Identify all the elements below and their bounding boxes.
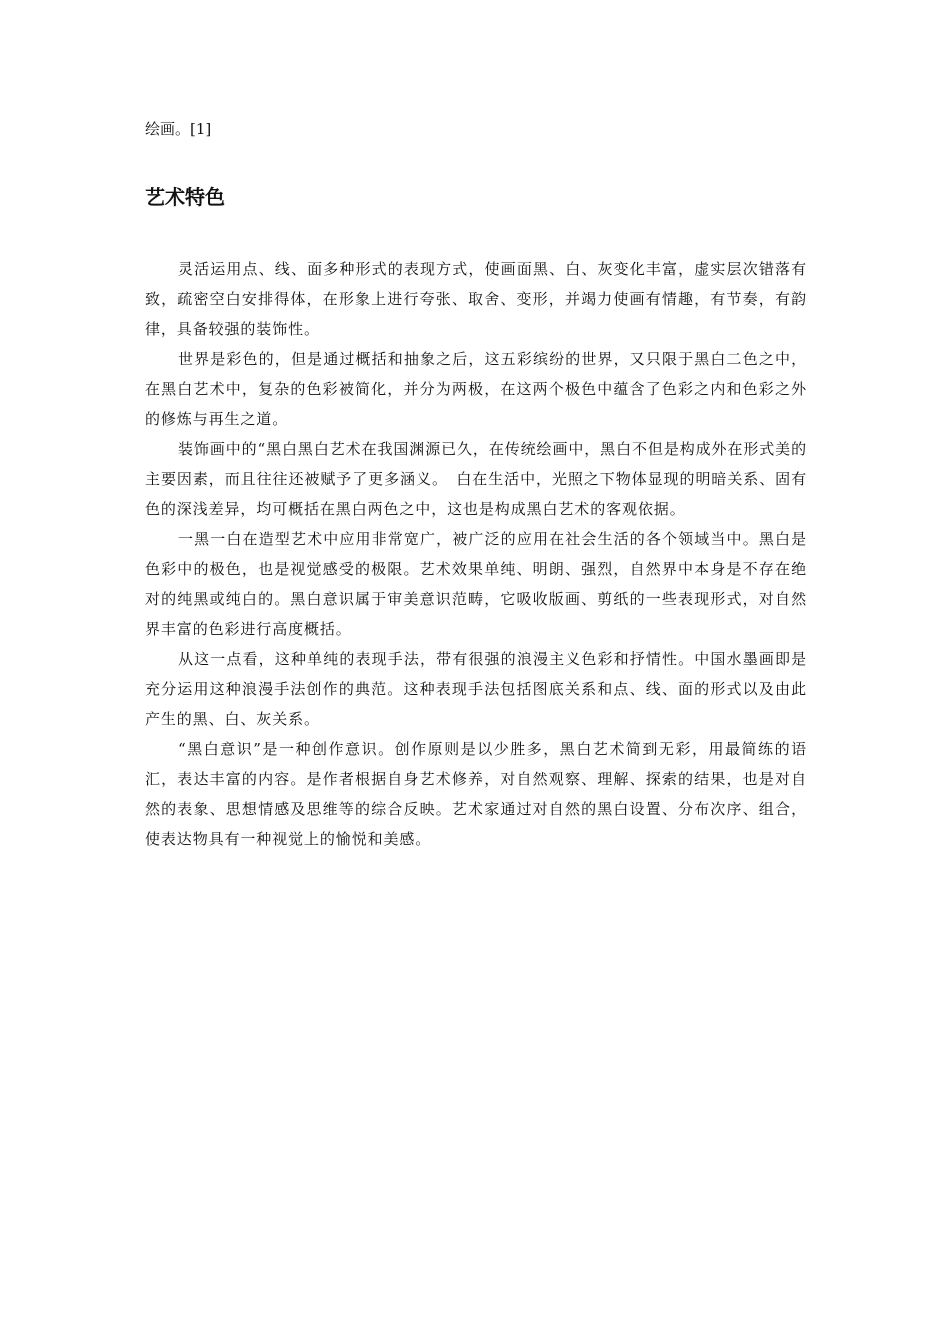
continued-text-line: 绘画。[1] [145, 120, 212, 138]
section-heading: 艺术特色 [145, 185, 225, 209]
section-body [145, 254, 807, 854]
paragraph: “黑白意识”是一种创作意识。创作原则是以少胜多，黑白艺术简到无彩，用最简练的语汇，表达丰富的内容。是作者根据自身艺术修养，对自然观察、理解、探索的结果，也是对自然的表象、思想情感及思维等的综合反映。艺术家通过对自然的黑白设置、分布次序、组合，使表达物具有一种视觉上的愉悦和美感。 [145, 740, 807, 848]
paragraph: 从这一点看，这种单纯的表现手法，带有很强的浪漫主义色彩和抒情性。中国水墨画即是充分运用这种浪漫手法创作的典范。这种表现手法包括图底关系和点、线、面的形式以及由此产生的黑、白、灰关系。 [145, 650, 807, 728]
paragraph: 装饰画中的“黑白黑白艺术在我国渊源已久，在传统绘画中，黑白不但是构成外在形式美的主要因素，而且往往还被赋予了更多涵义。 白在生活中，光照之下物体显现的明暗关系、固有色的深浅差异，均可概括在黑白两色之中，这也是构成黑白艺术的客观依据。 [145, 440, 807, 518]
paragraph: 灵活运用点、线、面多种形式的表现方式，使画面黑、白、灰变化丰富，虚实层次错落有致，疏密空白安排得体，在形象上进行夸张、取舍、变形，并竭力使画有情趣，有节奏，有韵律，具备较强的装饰性。 [145, 260, 807, 338]
document-content [145, 116, 807, 848]
paragraph: 世界是彩色的，但是通过概括和抽象之后，这五彩缤纷的世界，又只限于黑白二色之中，在黑白艺术中，复杂的色彩被简化，并分为两极，在这两个极色中蕴含了色彩之内和色彩之外的修炼与再生之道。 [145, 350, 807, 428]
paragraph: 一黑一白在造型艺术中应用非常宽广，被广泛的应用在社会生活的各个领域当中。黑白是色彩中的极色，也是视觉感受的极限。艺术效果单纯、明朗、强烈，自然界中本身是不存在绝对的纯黑或纯白的。黑白意识属于审美意识范畴，它吸收版画、剪纸的一些表现形式，对自然界丰富的色彩进行高度概括。 [145, 530, 807, 638]
